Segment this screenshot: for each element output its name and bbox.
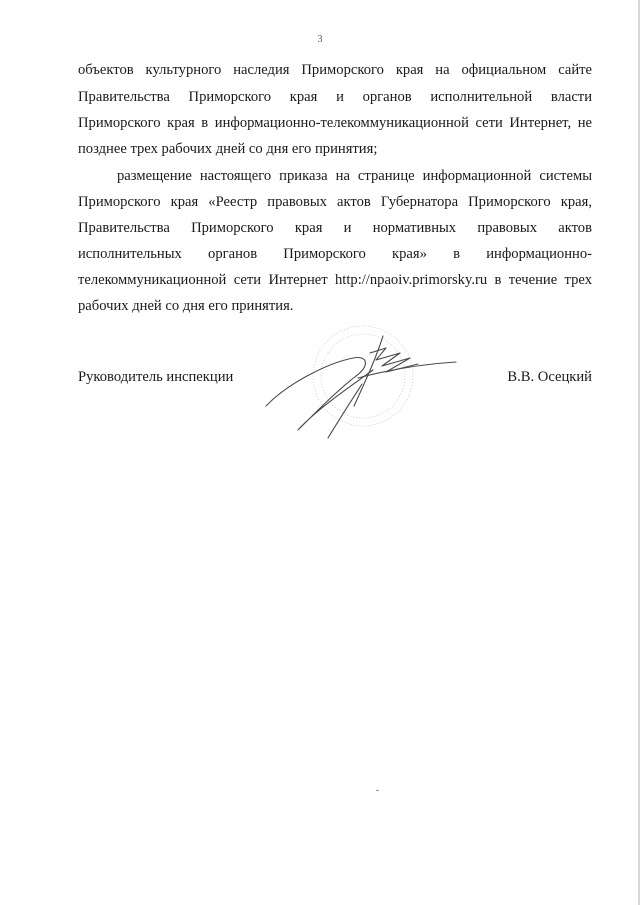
paragraph-line: Приморского края в информационно-телекоммуникационной сети Интернет, не bbox=[78, 115, 592, 131]
paragraph-line: рабочих дней со дня его принятия. bbox=[78, 298, 294, 314]
paragraph-line: объектов культурного наследия Приморского края на официальном сайте bbox=[78, 62, 592, 78]
paragraph-line: Приморского края «Реестр правовых актов Губернатора Приморского края, bbox=[78, 194, 592, 210]
page-number: 3 bbox=[317, 34, 323, 45]
scan-artifact bbox=[376, 790, 379, 791]
paragraph-line: Правительства Приморского края и нормативных правовых актов bbox=[78, 220, 592, 236]
signatory-name: В.В. Осецкий bbox=[507, 369, 592, 385]
paragraph-line: размещение настоящего приказа на странице информационной системы bbox=[117, 168, 592, 184]
signatory-position: Руководитель инспекции bbox=[78, 369, 234, 385]
paragraph-line: Правительства Приморского края и органов исполнительной власти bbox=[78, 89, 592, 105]
paragraph-line: позднее трех рабочих дней со дня его принятия; bbox=[78, 141, 378, 157]
paragraph-line: исполнительных органов Приморского края» в информационно- bbox=[78, 246, 592, 262]
paragraph-line: телекоммуникационной сети Интернет http://npaoiv.primorsky.ru в течение трех bbox=[78, 272, 592, 288]
handwritten-signature bbox=[258, 318, 458, 458]
